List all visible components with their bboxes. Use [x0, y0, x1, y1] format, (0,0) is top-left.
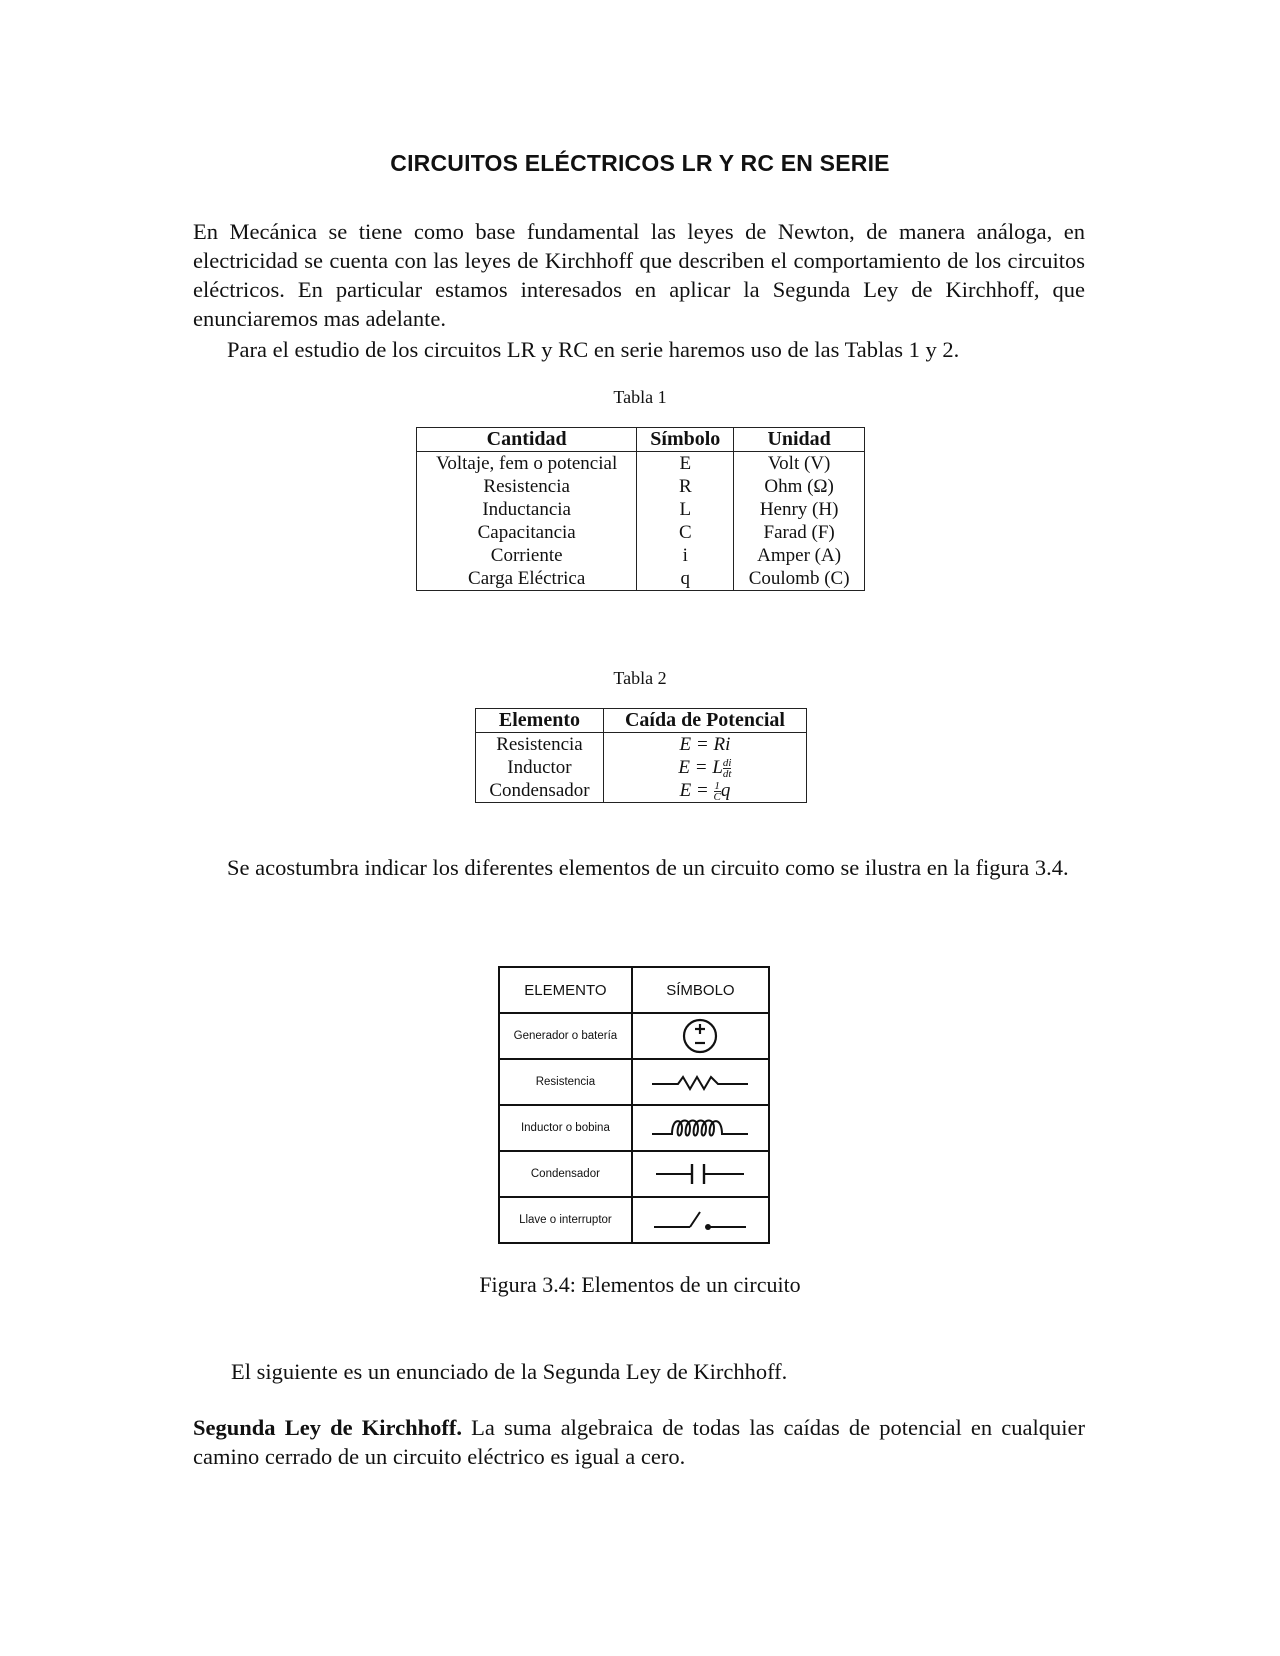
formula-suffix: q: [720, 780, 731, 802]
tabla1-cell: Volt (V): [734, 452, 865, 476]
battery-icon: [678, 1017, 722, 1055]
kirchhoff-intro-paragraph: El siguiente es un enunciado de la Segunda Ley de Kirchhoff.: [231, 1359, 788, 1384]
tabla2-caption: Tabla 2: [613, 668, 667, 688]
tabla1-cell: R: [637, 475, 734, 498]
tabla2-header-elemento: Elemento: [476, 709, 604, 733]
tables-reference-paragraph: Para el estudio de los circuitos LR y RC en serie haremos uso de las Tablas 1 y 2.: [227, 337, 960, 362]
table-row: [476, 779, 807, 803]
tabla1-cell: L: [637, 498, 734, 521]
tabla1-header-simbolo: Símbolo: [637, 428, 734, 452]
inductor-icon: [650, 1114, 750, 1142]
tabla1-cell: Resistencia: [483, 476, 570, 497]
tabla1-caption: Tabla 1: [613, 387, 667, 407]
figure-element-label: Generador o batería: [499, 1013, 632, 1059]
tabla1-cell: Inductancia: [482, 499, 571, 520]
tabla1-header-row: [417, 428, 865, 452]
kirchhoff-law-title: Segunda Ley de Kirchhoff.: [193, 1415, 462, 1440]
table-row: [417, 544, 865, 567]
figure-element-label: Resistencia: [499, 1059, 632, 1105]
kirchhoff-law-text: La suma algebraica de todas las caídas de potencial en cualquier camino cerrado de un circuito eléctrico es igual a cero.: [193, 1415, 1085, 1469]
figure-symbol-cell: [632, 1197, 769, 1243]
tabla2-cell: Condensador: [489, 780, 590, 802]
figure-element-label: Inductor o bobina: [499, 1105, 632, 1151]
tabla2-formula: [603, 756, 806, 779]
table-row: [417, 521, 865, 544]
tabla2-cell: Resistencia: [496, 734, 583, 755]
switch-icon: [650, 1206, 750, 1234]
table-row: [417, 475, 865, 498]
circuit-elements-figure: [498, 966, 770, 1244]
formula-prefix: E =: [679, 780, 714, 802]
table-row: [499, 1197, 769, 1243]
tabla1-cell: Coulomb (C): [734, 567, 865, 591]
fraction-denominator: dt: [722, 768, 732, 781]
formula-fraction: [723, 758, 732, 779]
tabla1-cell: Voltaje, fem o potencial: [436, 453, 618, 474]
figure-caption: Figura 3.4: Elementos de un circuito: [479, 1272, 801, 1297]
tabla2-header-caida: Caída de Potencial: [603, 709, 806, 733]
table-row: [417, 498, 865, 521]
tabla1-cell: Henry (H): [734, 498, 865, 521]
tabla1-header-cantidad: Cantidad: [417, 428, 637, 452]
figure-element-label: Condensador: [499, 1151, 632, 1197]
fraction-numerator: 1: [714, 780, 720, 793]
tabla1-cell: i: [637, 544, 734, 567]
tabla1-cell: Ohm (Ω): [734, 475, 865, 498]
tabla2-formula: E = Ri: [603, 733, 806, 757]
figure-symbol-cell: [632, 1059, 769, 1105]
tabla1-cell: Corriente: [490, 545, 563, 566]
tabla2-header-row: [476, 709, 807, 733]
table-row: [417, 567, 865, 591]
figure-symbol-cell: [632, 1151, 769, 1197]
tabla1-header-unidad: Unidad: [734, 428, 865, 452]
figure-header-simbolo: SÍMBOLO: [632, 967, 769, 1013]
tabla1-cell: C: [637, 521, 734, 544]
figure-symbol-cell: [632, 1013, 769, 1059]
tabla2: [475, 708, 807, 803]
formula-prefix: E = L: [678, 757, 723, 778]
fraction-denominator: C: [713, 791, 721, 804]
figure-element-label: Llave o interruptor: [499, 1197, 632, 1243]
figure-reference-paragraph: Se acostumbra indicar los diferentes elementos de un circuito como se ilustra en la figura 3.4.: [227, 855, 1069, 880]
fraction-numerator: di: [722, 757, 732, 770]
tabla1-cell: Carga Eléctrica: [468, 568, 586, 589]
intro-paragraph: En Mecánica se tiene como base fundamental las leyes de Newton, de manera análoga, en electricidad se cuenta con las leyes de Kirchhoff que describen el comportamiento de los circuitos eléctricos. En particular estamos interesados en aplicar la Segunda Ley de Kirchhoff, que enunciaremos mas adelante.: [193, 219, 1085, 331]
tabla1: [416, 427, 865, 591]
tabla2-cell: Inductor: [507, 757, 572, 779]
tabla1-cell: q: [637, 567, 734, 591]
figure-symbol-cell: [632, 1105, 769, 1151]
tabla1-cell: Capacitancia: [477, 522, 576, 543]
tabla1-cell: E: [637, 452, 734, 476]
page-title: CIRCUITOS ELÉCTRICOS LR Y RC EN SERIE: [390, 150, 890, 176]
figure-header-elemento: ELEMENTO: [499, 967, 632, 1013]
tabla2-formula: [603, 779, 806, 803]
table-row: [499, 1105, 769, 1151]
table-row: [476, 733, 807, 757]
table-row: [476, 756, 807, 779]
tabla1-cell: Farad (F): [734, 521, 865, 544]
figure-header-row: [499, 967, 769, 1013]
table-row: [499, 1151, 769, 1197]
table-row: [417, 452, 865, 476]
formula-fraction: [714, 781, 721, 802]
table-row: [499, 1013, 769, 1059]
table-row: [499, 1059, 769, 1105]
resistor-icon: [650, 1072, 750, 1092]
kirchhoff-law-paragraph: [193, 1413, 1085, 1471]
capacitor-icon: [650, 1161, 750, 1187]
tabla1-cell: Amper (A): [734, 544, 865, 567]
